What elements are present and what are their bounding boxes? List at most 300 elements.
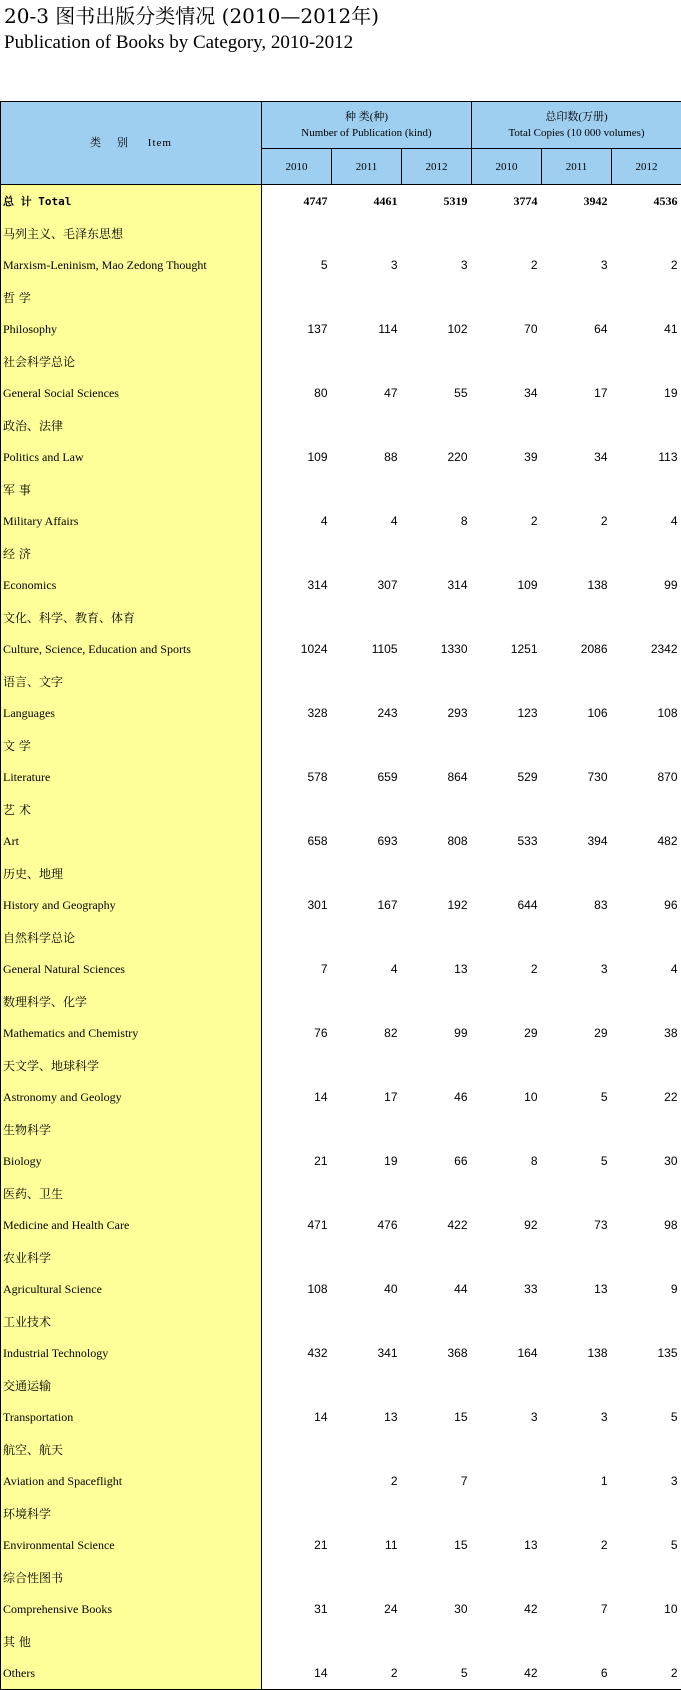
empty-cell: [612, 1049, 681, 1081]
empty-cell: [472, 473, 542, 505]
table-cell: 15: [402, 1401, 472, 1433]
category-en-label: General Natural Sciences: [1, 953, 262, 985]
category-cn-label: 医药、卫生: [1, 1177, 262, 1209]
table-cell: 4: [332, 505, 402, 537]
category-cn-row: [1, 473, 681, 505]
table-cell: 5: [612, 1401, 681, 1433]
table-cell: 55: [402, 377, 472, 409]
category-cn-row: [1, 1113, 681, 1145]
table-cell: 307: [332, 569, 402, 601]
empty-cell: [542, 985, 612, 1017]
table-cell: 4: [262, 505, 332, 537]
table-cell: 135: [612, 1337, 681, 1369]
table-cell: 70: [472, 313, 542, 345]
table-cell: 7: [542, 1593, 612, 1625]
empty-cell: [612, 537, 681, 569]
category-en-label: Comprehensive Books: [1, 1593, 262, 1625]
table-row: [1, 569, 681, 601]
category-cn-row: [1, 281, 681, 313]
table-cell: 39: [472, 441, 542, 473]
empty-cell: [472, 345, 542, 377]
table-cell: 15: [402, 1529, 472, 1561]
table-cell: 14: [262, 1657, 332, 1690]
table-cell: 19: [612, 377, 681, 409]
empty-cell: [612, 1305, 681, 1337]
category-cn-row: [1, 217, 681, 249]
table-row: [1, 1081, 681, 1113]
empty-cell: [332, 537, 402, 569]
category-cn-label: 社会科学总论: [1, 345, 262, 377]
category-cn-label: 语言、文字: [1, 665, 262, 697]
table-cell: 167: [332, 889, 402, 921]
table-row: [1, 313, 681, 345]
empty-cell: [542, 345, 612, 377]
table-cell: 7: [402, 1465, 472, 1497]
table-row: [1, 889, 681, 921]
category-cn-row: [1, 1177, 681, 1209]
category-en-label: Literature: [1, 761, 262, 793]
table-row: [1, 1529, 681, 1561]
category-cn-row: [1, 857, 681, 889]
page-title-cn: 20-3 图书出版分类情况 (2010—2012年): [4, 4, 379, 28]
category-cn-row: [1, 1433, 681, 1465]
table-cell: 96: [612, 889, 681, 921]
category-cn-label: 工业技术: [1, 1305, 262, 1337]
empty-cell: [472, 1561, 542, 1593]
empty-cell: [472, 1177, 542, 1209]
empty-cell: [262, 1433, 332, 1465]
empty-cell: [542, 793, 612, 825]
category-en-label: History and Geography: [1, 889, 262, 921]
table-cell: 2: [472, 249, 542, 281]
item-column-header: 类 别 Item: [1, 102, 262, 185]
empty-cell: [542, 857, 612, 889]
empty-cell: [612, 1561, 681, 1593]
empty-cell: [472, 1625, 542, 1657]
table-cell: [472, 1465, 542, 1497]
empty-cell: [472, 1497, 542, 1529]
table-cell: 114: [332, 313, 402, 345]
empty-cell: [612, 1433, 681, 1465]
table-cell: 314: [262, 569, 332, 601]
table-cell: 5: [262, 249, 332, 281]
table-cell: 864: [402, 761, 472, 793]
empty-cell: [612, 217, 681, 249]
empty-cell: [332, 217, 402, 249]
table-cell: 138: [542, 1337, 612, 1369]
empty-cell: [332, 1305, 402, 1337]
table-cell: 29: [472, 1017, 542, 1049]
empty-cell: [612, 857, 681, 889]
category-en-label: Agricultural Science: [1, 1273, 262, 1305]
category-cn-row: [1, 1049, 681, 1081]
empty-cell: [262, 729, 332, 761]
table-row: [1, 761, 681, 793]
table-cell: 14: [262, 1081, 332, 1113]
empty-cell: [402, 985, 472, 1017]
table-cell: 31: [262, 1593, 332, 1625]
empty-cell: [332, 729, 402, 761]
table-cell: 3: [612, 1465, 681, 1497]
empty-cell: [402, 1625, 472, 1657]
category-cn-row: [1, 1305, 681, 1337]
empty-cell: [612, 601, 681, 633]
table-cell: 92: [472, 1209, 542, 1241]
category-cn-row: [1, 601, 681, 633]
empty-cell: [332, 857, 402, 889]
table-cell: 4461: [332, 185, 402, 218]
table-cell: 21: [262, 1145, 332, 1177]
table-cell: 109: [262, 441, 332, 473]
table-cell: 220: [402, 441, 472, 473]
empty-cell: [472, 1369, 542, 1401]
table-cell: 3: [402, 249, 472, 281]
table-cell: 42: [472, 1657, 542, 1690]
empty-cell: [262, 665, 332, 697]
empty-cell: [542, 921, 612, 953]
table-cell: 19: [332, 1145, 402, 1177]
empty-cell: [332, 1177, 402, 1209]
empty-cell: [262, 601, 332, 633]
empty-cell: [542, 537, 612, 569]
table-cell: 42: [472, 1593, 542, 1625]
table-row: [1, 1017, 681, 1049]
empty-cell: [262, 281, 332, 313]
table-cell: 34: [472, 377, 542, 409]
table-cell: 870: [612, 761, 681, 793]
table-cell: 99: [402, 1017, 472, 1049]
table-cell: 38: [612, 1017, 681, 1049]
table-cell: 17: [332, 1081, 402, 1113]
empty-cell: [402, 665, 472, 697]
category-cn-row: [1, 1561, 681, 1593]
empty-cell: [402, 537, 472, 569]
empty-cell: [262, 1369, 332, 1401]
empty-cell: [262, 793, 332, 825]
table-cell: 33: [472, 1273, 542, 1305]
table-row: [1, 1337, 681, 1369]
table-cell: 2: [332, 1465, 402, 1497]
table-cell: 293: [402, 697, 472, 729]
table-cell: 3774: [472, 185, 542, 218]
category-cn-row: [1, 345, 681, 377]
year-header: 2012: [612, 149, 681, 185]
table-cell: 2: [472, 953, 542, 985]
category-cn-row: [1, 729, 681, 761]
table-cell: [262, 1465, 332, 1497]
table-cell: 40: [332, 1273, 402, 1305]
category-en-label: Culture, Science, Education and Sports: [1, 633, 262, 665]
empty-cell: [402, 281, 472, 313]
table-cell: 14: [262, 1401, 332, 1433]
category-en-label: Medicine and Health Care: [1, 1209, 262, 1241]
group2-cn-label: 总印数(万册): [473, 109, 680, 125]
table-cell: 2: [472, 505, 542, 537]
table-row: [1, 441, 681, 473]
table-cell: 13: [402, 953, 472, 985]
table-cell: 314: [402, 569, 472, 601]
table-cell: 30: [402, 1593, 472, 1625]
empty-cell: [262, 409, 332, 441]
table-cell: 80: [262, 377, 332, 409]
empty-cell: [262, 1241, 332, 1273]
table-cell: 17: [542, 377, 612, 409]
empty-cell: [332, 281, 402, 313]
category-cn-label: 马列主义、毛泽东思想: [1, 217, 262, 249]
table-row: [1, 1657, 681, 1690]
table-cell: 29: [542, 1017, 612, 1049]
category-en-label: Economics: [1, 569, 262, 601]
total-copies-header: [472, 102, 681, 149]
empty-cell: [542, 473, 612, 505]
table-cell: 5: [542, 1145, 612, 1177]
table-cell: 422: [402, 1209, 472, 1241]
table-cell: 4536: [612, 185, 681, 218]
empty-cell: [402, 409, 472, 441]
table-cell: 394: [542, 825, 612, 857]
table-cell: 658: [262, 825, 332, 857]
table-cell: 109: [472, 569, 542, 601]
table-cell: 1330: [402, 633, 472, 665]
empty-cell: [402, 793, 472, 825]
category-cn-label: 生物科学: [1, 1113, 262, 1145]
table-cell: 73: [542, 1209, 612, 1241]
table-cell: 2086: [542, 633, 612, 665]
category-cn-row: [1, 985, 681, 1017]
table-cell: 22: [612, 1081, 681, 1113]
category-cn-label: 农业科学: [1, 1241, 262, 1273]
total-row: [1, 185, 681, 218]
table-cell: 5319: [402, 185, 472, 218]
category-en-label: Environmental Science: [1, 1529, 262, 1561]
table-cell: 41: [612, 313, 681, 345]
empty-cell: [262, 857, 332, 889]
table-cell: 83: [542, 889, 612, 921]
category-en-label: Aviation and Spaceflight: [1, 1465, 262, 1497]
empty-cell: [472, 665, 542, 697]
year-header: 2011: [542, 149, 612, 185]
table-cell: 1024: [262, 633, 332, 665]
empty-cell: [402, 1305, 472, 1337]
table-cell: 82: [332, 1017, 402, 1049]
category-en-label: Biology: [1, 1145, 262, 1177]
table-row: [1, 1209, 681, 1241]
empty-cell: [542, 665, 612, 697]
empty-cell: [612, 281, 681, 313]
number-of-publication-header: [262, 102, 472, 149]
table-cell: 98: [612, 1209, 681, 1241]
empty-cell: [402, 1497, 472, 1529]
category-cn-label: 交通运输: [1, 1369, 262, 1401]
empty-cell: [542, 1433, 612, 1465]
table-cell: 808: [402, 825, 472, 857]
total-label: 总 计 Total: [1, 185, 262, 218]
empty-cell: [612, 1625, 681, 1657]
empty-cell: [262, 1625, 332, 1657]
table-cell: 4: [612, 505, 681, 537]
table-cell: 5: [542, 1081, 612, 1113]
category-en-label: Philosophy: [1, 313, 262, 345]
empty-cell: [472, 409, 542, 441]
category-cn-label: 历史、地理: [1, 857, 262, 889]
empty-cell: [332, 601, 402, 633]
table-cell: 138: [542, 569, 612, 601]
empty-cell: [262, 1305, 332, 1337]
table-cell: 2342: [612, 633, 681, 665]
category-en-label: Mathematics and Chemistry: [1, 1017, 262, 1049]
table-cell: 30: [612, 1145, 681, 1177]
category-cn-label: 军 事: [1, 473, 262, 505]
table-cell: 4: [612, 953, 681, 985]
empty-cell: [402, 473, 472, 505]
category-cn-row: [1, 665, 681, 697]
table-cell: 10: [472, 1081, 542, 1113]
empty-cell: [472, 921, 542, 953]
table-cell: 10: [612, 1593, 681, 1625]
table-cell: 1: [542, 1465, 612, 1497]
table-cell: 432: [262, 1337, 332, 1369]
empty-cell: [402, 1369, 472, 1401]
empty-cell: [542, 1305, 612, 1337]
empty-cell: [542, 409, 612, 441]
empty-cell: [402, 857, 472, 889]
table-cell: 11: [332, 1529, 402, 1561]
year-header: 2012: [402, 149, 472, 185]
table-cell: 46: [402, 1081, 472, 1113]
empty-cell: [542, 1497, 612, 1529]
table-cell: 4: [332, 953, 402, 985]
empty-cell: [472, 1113, 542, 1145]
table-cell: 13: [542, 1273, 612, 1305]
empty-cell: [542, 1241, 612, 1273]
empty-cell: [402, 1561, 472, 1593]
empty-cell: [262, 537, 332, 569]
table-cell: 108: [262, 1273, 332, 1305]
table-cell: 21: [262, 1529, 332, 1561]
group1-en-label: Number of Publication (kind): [263, 125, 470, 141]
table-cell: 533: [472, 825, 542, 857]
table-cell: 3: [542, 1401, 612, 1433]
table-cell: 8: [402, 505, 472, 537]
table-cell: 243: [332, 697, 402, 729]
table-cell: 64: [542, 313, 612, 345]
table-cell: 3: [472, 1401, 542, 1433]
empty-cell: [402, 1049, 472, 1081]
table-cell: 44: [402, 1273, 472, 1305]
category-cn-label: 艺 术: [1, 793, 262, 825]
table-cell: 471: [262, 1209, 332, 1241]
table-cell: 2: [542, 1529, 612, 1561]
table-row: [1, 697, 681, 729]
empty-cell: [472, 537, 542, 569]
empty-cell: [332, 473, 402, 505]
category-cn-label: 哲 学: [1, 281, 262, 313]
empty-cell: [262, 1113, 332, 1145]
table-cell: 730: [542, 761, 612, 793]
empty-cell: [332, 1241, 402, 1273]
category-en-label: Industrial Technology: [1, 1337, 262, 1369]
empty-cell: [402, 1113, 472, 1145]
empty-cell: [612, 1241, 681, 1273]
empty-cell: [402, 217, 472, 249]
table-cell: 13: [472, 1529, 542, 1561]
table-cell: 164: [472, 1337, 542, 1369]
empty-cell: [472, 1241, 542, 1273]
empty-cell: [402, 921, 472, 953]
table-cell: 2: [542, 505, 612, 537]
table-row: [1, 377, 681, 409]
empty-cell: [332, 921, 402, 953]
category-cn-label: 数理科学、化学: [1, 985, 262, 1017]
table-row: [1, 1465, 681, 1497]
empty-cell: [612, 985, 681, 1017]
category-cn-label: 环境科学: [1, 1497, 262, 1529]
table-cell: 137: [262, 313, 332, 345]
empty-cell: [332, 793, 402, 825]
empty-cell: [472, 1049, 542, 1081]
category-cn-label: 文化、科学、教育、体育: [1, 601, 262, 633]
empty-cell: [402, 729, 472, 761]
empty-cell: [402, 601, 472, 633]
empty-cell: [262, 1177, 332, 1209]
table-cell: 3: [542, 953, 612, 985]
empty-cell: [332, 1433, 402, 1465]
empty-cell: [542, 1177, 612, 1209]
table-row: [1, 249, 681, 281]
table-row: [1, 633, 681, 665]
table-cell: 24: [332, 1593, 402, 1625]
category-cn-row: [1, 1241, 681, 1273]
table-cell: 47: [332, 377, 402, 409]
category-en-label: Languages: [1, 697, 262, 729]
empty-cell: [472, 857, 542, 889]
table-cell: 113: [612, 441, 681, 473]
table-cell: 7: [262, 953, 332, 985]
category-cn-row: [1, 793, 681, 825]
table-cell: 13: [332, 1401, 402, 1433]
table-cell: 108: [612, 697, 681, 729]
empty-cell: [612, 1497, 681, 1529]
category-cn-row: [1, 537, 681, 569]
empty-cell: [262, 921, 332, 953]
empty-cell: [472, 1305, 542, 1337]
empty-cell: [332, 345, 402, 377]
empty-cell: [332, 1113, 402, 1145]
category-en-label: Art: [1, 825, 262, 857]
table-cell: 476: [332, 1209, 402, 1241]
empty-cell: [472, 281, 542, 313]
table-cell: 368: [402, 1337, 472, 1369]
empty-cell: [262, 473, 332, 505]
empty-cell: [612, 1177, 681, 1209]
table-cell: 482: [612, 825, 681, 857]
table-cell: 102: [402, 313, 472, 345]
category-en-label: Astronomy and Geology: [1, 1081, 262, 1113]
table-cell: 88: [332, 441, 402, 473]
empty-cell: [262, 985, 332, 1017]
empty-cell: [472, 601, 542, 633]
category-cn-label: 其 他: [1, 1625, 262, 1657]
empty-cell: [542, 729, 612, 761]
empty-cell: [402, 1177, 472, 1209]
empty-cell: [402, 1433, 472, 1465]
table-cell: 6: [542, 1657, 612, 1690]
table-cell: 76: [262, 1017, 332, 1049]
table-cell: 2: [612, 249, 681, 281]
category-cn-row: [1, 921, 681, 953]
table-cell: 644: [472, 889, 542, 921]
empty-cell: [542, 1369, 612, 1401]
